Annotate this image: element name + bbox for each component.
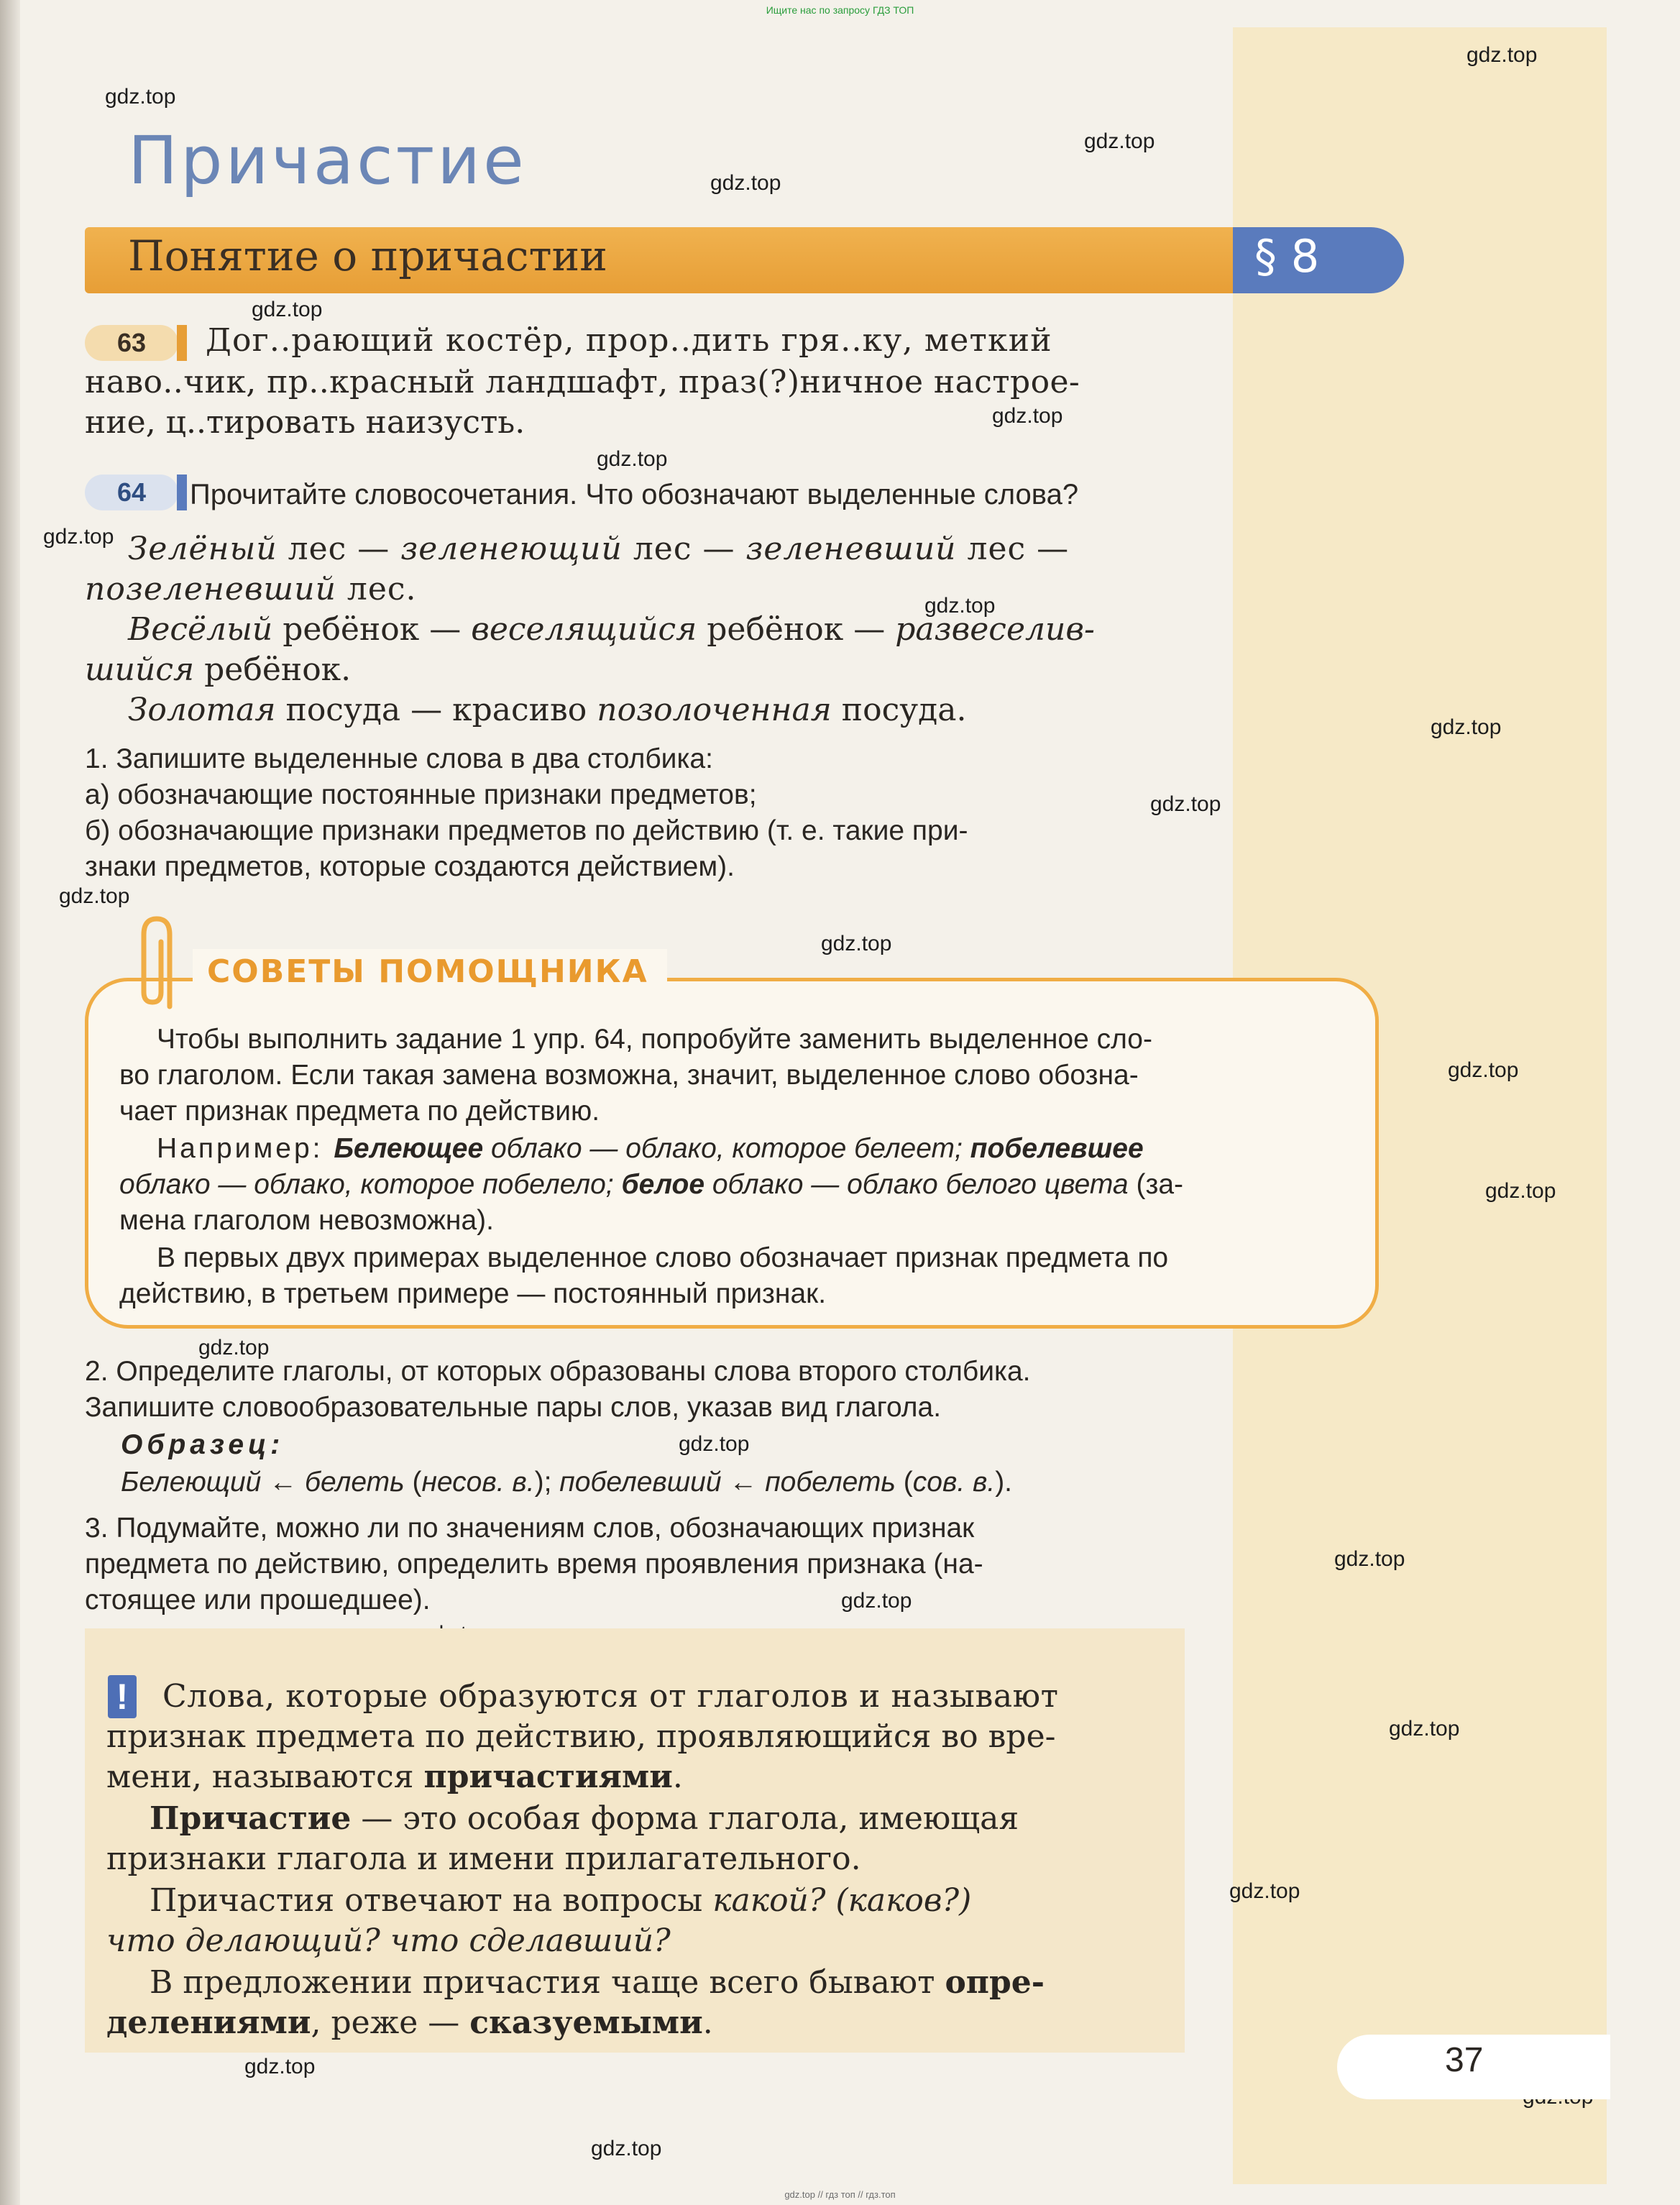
ex64-line-5: Золотая посуда — красиво позолоченная посуда. — [128, 692, 967, 728]
watermark: gdz.top — [59, 884, 130, 908]
top-note: Ищите нас по запросу ГДЗ ТОП — [766, 4, 914, 16]
rule-line-7: что делающий? что сделавший? — [106, 1922, 671, 1959]
ex64-line-4: шийся ребёнок. — [85, 651, 352, 688]
watermark: gdz.top — [105, 85, 176, 109]
ex64-task1-line-1: 1. Запишите выделенные слова в два столбика: — [85, 743, 713, 774]
section-number: § 8 — [1254, 230, 1320, 283]
watermark: gdz.top — [992, 404, 1063, 428]
watermark: gdz.top — [1150, 792, 1221, 816]
ex64-prompt: Прочитайте словосочетания. Что обозначают выделенные слова? — [190, 479, 1079, 510]
chapter-title: Причастие — [128, 122, 527, 199]
watermark: gdz.top — [1084, 129, 1155, 153]
ex63-line-2: наво..чик, пр..красный ландшафт, праз(?)ничное настрое- — [85, 364, 1080, 400]
rule-line-5: признаки глагола и имени прилагательного. — [106, 1840, 861, 1877]
rule-line-2: признак предмета по действию, проявляющийся во вре- — [106, 1718, 1056, 1755]
task2-line-2: Запишите словообразовательные пары слов, указав вид глагола. — [85, 1392, 942, 1423]
ex64-line-2: позеленевший лес. — [85, 571, 417, 608]
watermark: gdz.top — [244, 2055, 316, 2078]
ex64-task1-line-2: а) обозначающие постоянные признаки предметов; — [85, 779, 757, 810]
watermark: gdz.top — [591, 2137, 662, 2160]
ex64-line-1: Зелёный лес — зеленеющий лес — зеленевший лес — — [128, 531, 1070, 567]
watermark: gdz.top — [1485, 1179, 1556, 1203]
ex64-task1-line-3: б) обозначающие признаки предметов по действию (т. е. такие при- — [85, 815, 968, 846]
task3-line-3: стоящее или прошедшее). — [85, 1585, 431, 1615]
ex64-line-3: Весёлый ребёнок — веселящийся ребёнок — развеселив- — [128, 611, 1095, 648]
tips-p3-line-1: В первых двух примерах выделенное слово обозначает признак предмета по — [157, 1242, 1169, 1273]
rule-line-8: В предложении причастия чаще всего бывают опре- — [150, 1964, 1045, 2001]
tips-p2-line-3: мена глаголом невозможна). — [119, 1205, 494, 1236]
watermark: gdz.top — [1389, 1717, 1460, 1741]
section-title: Понятие о причастии — [128, 231, 607, 280]
watermark: gdz.top — [597, 447, 668, 471]
tips-p2-line-2: облако — облако, которое побелело; белое облако — облако белого цвета (за- — [119, 1169, 1184, 1200]
task2-sample: Белеющий ← белеть (несов. в.); побелевший ← побелеть (сов. в.). — [121, 1467, 1013, 1498]
watermark: gdz.top — [1466, 43, 1538, 67]
watermark: gdz.top — [198, 1336, 270, 1360]
watermark: gdz.top — [841, 1589, 912, 1613]
page-number: 37 — [1445, 2041, 1484, 2079]
watermark: gdz.top — [679, 1432, 750, 1456]
task3-line-1: 3. Подумайте, можно ли по значениям слов, обозначающих признак — [85, 1513, 975, 1544]
task2-line-1: 2. Определите глаголы, от которых образованы слова второго столбика. — [85, 1356, 1031, 1387]
tips-p1-line-2: во глаголом. Если такая замена возможна, значит, выделенное слово обозна- — [119, 1060, 1139, 1091]
rule-line-6: Причастия отвечают на вопросы какой? (каков?) — [150, 1882, 972, 1919]
watermark: gdz.top — [1431, 715, 1502, 739]
paperclip-icon — [129, 913, 187, 1014]
rule-line-3: мени, называются причастиями. — [106, 1759, 683, 1795]
task2-sample-label: Образец: — [121, 1429, 285, 1460]
tips-p1-line-3: чает признак предмета по действию. — [119, 1096, 600, 1127]
exercise-64-badge: 64 — [85, 475, 178, 510]
ex63-line-3: ние, ц..тировать наизусть. — [85, 404, 525, 441]
task3-line-2: предмета по действию, определить время проявления признака (на- — [85, 1549, 983, 1580]
watermark: gdz.top — [924, 594, 996, 618]
watermark: gdz.top — [821, 932, 892, 955]
exclamation-icon: ! — [108, 1675, 137, 1718]
watermark: gdz.top — [252, 298, 323, 321]
ex63-line-1: Дог..рающий костёр, прор..дить гря..ку, меткий — [206, 322, 1052, 359]
rule-line-1: Слова, которые образуются от глаголов и называют — [162, 1678, 1059, 1715]
tips-p1-line-1: Чтобы выполнить задание 1 упр. 64, попробуйте заменить выделенное сло- — [157, 1024, 1152, 1055]
rule-line-4: Причастие — это особая форма глагола, имеющая — [150, 1800, 1019, 1837]
watermark: gdz.top — [1229, 1879, 1300, 1903]
bottom-note: gdz.top // гдз топ // гдз.топ — [784, 2189, 896, 2200]
tips-p2-line-1: Например: Белеющее облако — облако, которое белеет; побелевшее — [157, 1133, 1144, 1164]
watermark: gdz.top — [1334, 1547, 1405, 1571]
watermark: gdz.top — [1448, 1058, 1519, 1082]
tips-title: СОВЕТЫ ПОМОЩНИКА — [207, 953, 648, 990]
watermark: gdz.top — [43, 525, 114, 549]
ex64-task1-line-4: знаки предметов, которые создаются действием). — [85, 851, 735, 882]
rule-line-9: делениями, реже — сказуемыми. — [106, 2004, 713, 2041]
watermark: gdz.top — [710, 171, 781, 195]
tips-p3-line-2: действию, в третьем примере — постоянный признак. — [119, 1278, 827, 1309]
book-gutter — [0, 0, 20, 2205]
exercise-63-badge: 63 — [85, 325, 178, 361]
